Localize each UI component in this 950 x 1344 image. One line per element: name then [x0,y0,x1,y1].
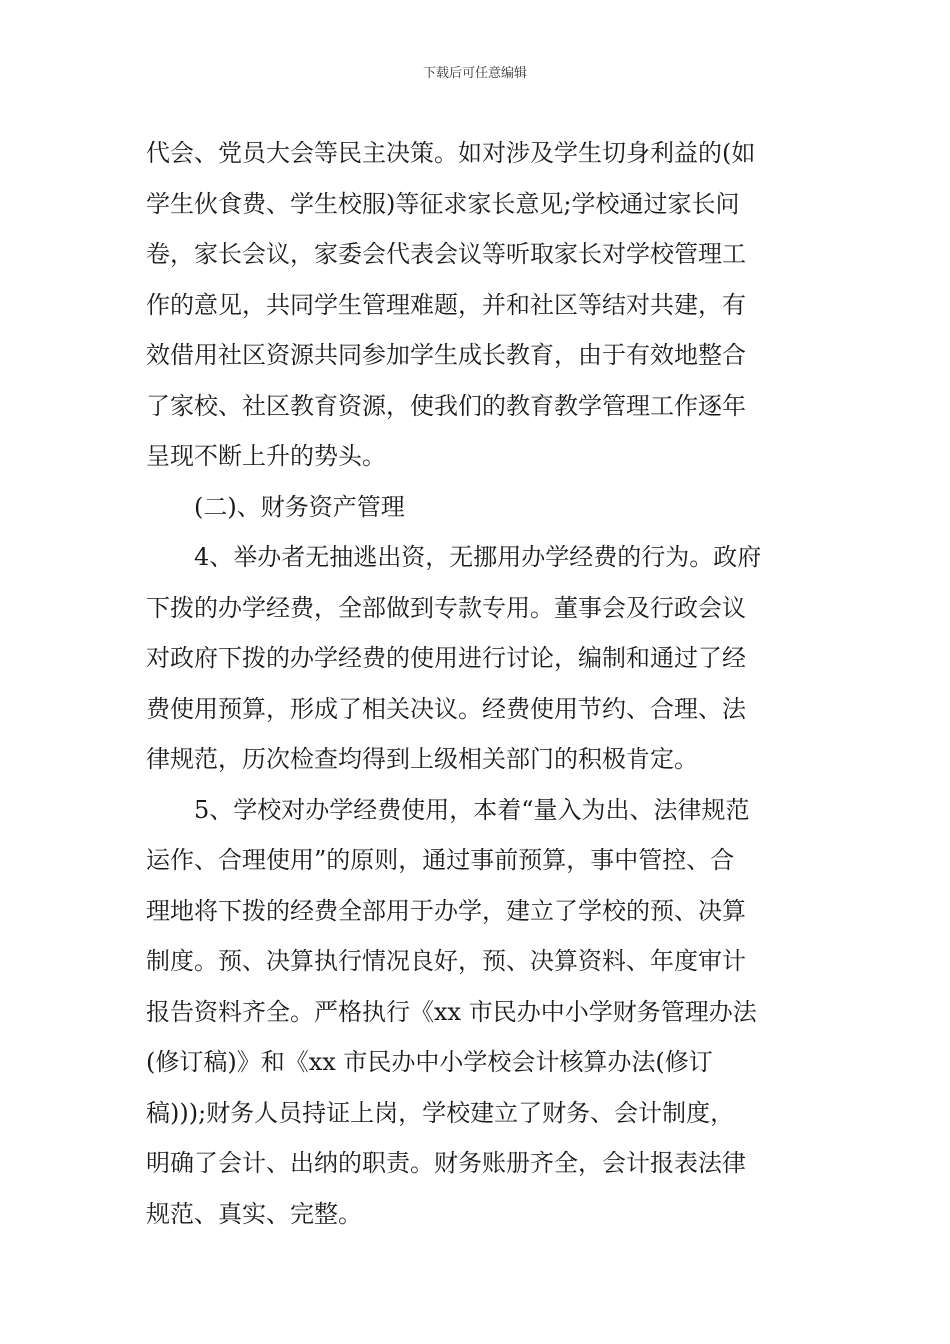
text-line: 费使用预算，形成了相关决议。经费使用节约、合理、法 [146,694,746,723]
paragraph-start: 5、学校对办学经费使用，本着“量入为出、法律规范 [194,795,750,824]
text-line: 理地将下拨的经费全部用于办学，建立了学校的预、决算 [146,896,746,925]
text-line: 运作、合理使用”的原则，通过事前预算，事中管控、合 [146,846,735,874]
text-line: 学生伙食费、学生校服)等征求家长意见;学校通过家长问 [146,189,740,218]
section-heading: (二)、财务资产管理 [194,492,405,521]
text-line: 卷，家长会议，家委会代表会议等听取家长对学校管理工 [146,240,746,268]
text-line: 规范、真实、完整。 [146,1199,362,1228]
text-line: (修订稿)》和《xx 市民办中小学校会计核算办法(修订 [146,1048,713,1076]
text-line: 作的意见，共同学生管理难题，并和社区等结对共建，有 [146,290,746,319]
text-line: 了家校、社区教育资源，使我们的教育教学管理工作逐年 [146,391,746,420]
text-line: 效借用社区资源共同参加学生成长教育，由于有效地整合 [146,341,746,369]
text-line: 下拨的办学经费，全部做到专款专用。董事会及行政会议 [146,593,746,622]
page-header: 下载后可任意编辑 [422,66,527,81]
text-line: 制度。预、决算执行情况良好，预、决算资料、年度审计 [146,947,746,975]
paragraph-start: 4、举办者无抽逃出资，无挪用办学经费的行为。政府 [194,543,762,571]
document-body [146,128,806,1239]
text-line: 呈现不断上升的势头。 [146,442,386,470]
text-line: 代会、党员大会等民主决策。如对涉及学生切身利益的(如 [146,139,756,167]
text-line: 明确了会计、出纳的职责。财务账册齐全，会计报表法律 [146,1149,746,1177]
text-line: 报告资料齐全。严格执行《xx 市民办中小学财务管理办法 [146,997,757,1026]
text-line: 对政府下拨的办学经费的使用进行讨论，编制和通过了经 [146,644,746,672]
text-line: 律规范，历次检查均得到上级相关部门的积极肯定。 [146,745,698,773]
text-line: 稿)));财务人员持证上岗，学校建立了财务、会计制度， [146,1098,735,1127]
